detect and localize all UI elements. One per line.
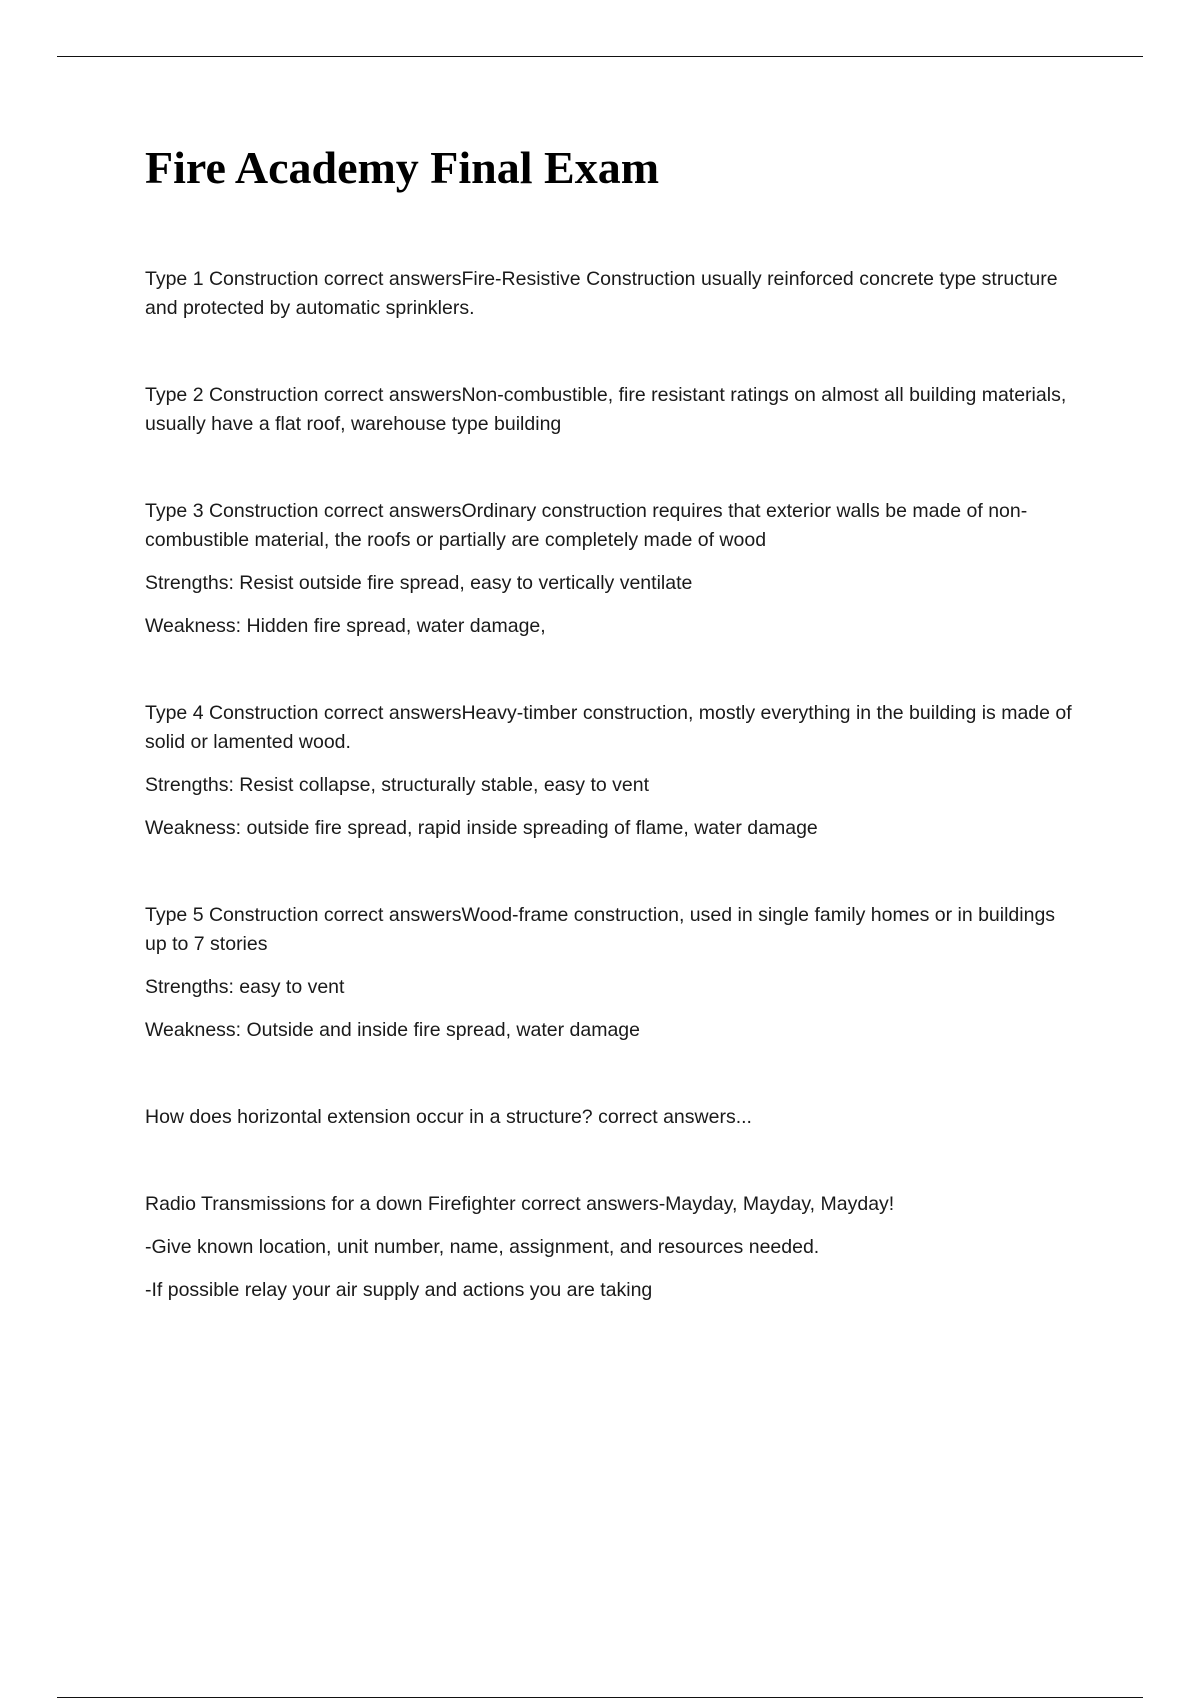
qa-text: Radio Transmissions for a down Firefighter correct answers-Mayday, Mayday, Mayday! bbox=[145, 1193, 895, 1216]
qa-entry-radio-transmissions bbox=[145, 1190, 1075, 1305]
qa-strengths: Strengths: easy to vent bbox=[145, 976, 345, 999]
qa-text: How does horizontal extension occur in a structure? correct answers... bbox=[145, 1106, 752, 1129]
qa-weakness: Weakness: outside fire spread, rapid inside spreading of flame, water damage bbox=[145, 817, 818, 840]
qa-weakness: Weakness: Outside and inside fire spread, water damage bbox=[145, 1019, 640, 1042]
qa-strengths: Strengths: Resist collapse, structurally stable, easy to vent bbox=[145, 774, 649, 797]
qa-detail-line: -If possible relay your air supply and actions you are taking bbox=[145, 1279, 653, 1302]
document-title: Fire Academy Final Exam bbox=[145, 142, 660, 193]
qa-entry-type-1 bbox=[145, 265, 1075, 323]
qa-weakness: Weakness: Hidden fire spread, water damage, bbox=[145, 615, 546, 638]
qa-entry-type-2 bbox=[145, 381, 1075, 439]
qa-entry-type-5 bbox=[145, 901, 1075, 1045]
document-body bbox=[145, 140, 1075, 1363]
qa-detail-line: -Give known location, unit number, name, assignment, and resources needed. bbox=[145, 1236, 820, 1259]
qa-text: Type 1 Construction correct answersFire-Resistive Construction usually reinforced concrete type structure and protected by automatic sprinklers. bbox=[145, 268, 1058, 320]
qa-text: Type 3 Construction correct answersOrdinary construction requires that exterior walls be made of non-combustible material, the roofs or partially are completely made of wood bbox=[145, 500, 1028, 552]
qa-text: Type 4 Construction correct answersHeavy-timber construction, mostly everything in the building is made of solid or lamented wood. bbox=[145, 702, 1072, 754]
qa-entry-type-4 bbox=[145, 699, 1075, 843]
qa-entry-horizontal-extension bbox=[145, 1103, 1075, 1132]
bottom-divider bbox=[57, 1697, 1143, 1698]
qa-text: Type 2 Construction correct answersNon-combustible, fire resistant ratings on almost all building materials, usually have a flat roof, warehouse type building bbox=[145, 384, 1067, 436]
qa-strengths: Strengths: Resist outside fire spread, easy to vertically ventilate bbox=[145, 572, 693, 595]
qa-text: Type 5 Construction correct answersWood-frame construction, used in single family homes or in buildings up to 7 stories bbox=[145, 904, 1056, 956]
top-divider bbox=[57, 56, 1143, 57]
qa-entry-type-3 bbox=[145, 497, 1075, 641]
